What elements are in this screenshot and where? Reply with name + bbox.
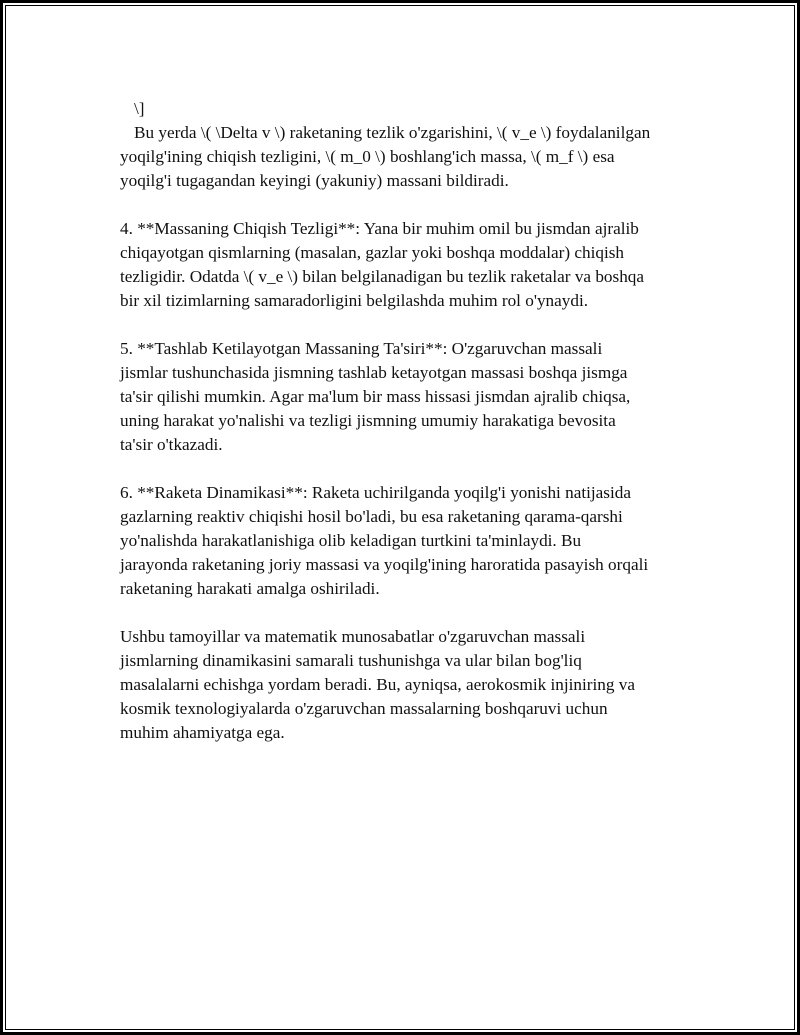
paragraph-item-4 <box>120 217 700 313</box>
text-line: uning harakat yo'nalishi va tezligi jismning umumiy harakatiga bevosita <box>120 411 616 430</box>
text-line: jismlar tushunchasida jismning tashlab ketayotgan massasi boshqa jismga <box>120 363 628 382</box>
text-line: yo'nalishda harakatlanishiga olib keladigan turtkini ta'minlaydi. Bu <box>120 531 582 550</box>
text-line: jarayonda raketaning joriy massasi va yoqilg'ining haroratida pasayish orqali <box>120 555 649 574</box>
paragraph-conclusion <box>120 625 700 745</box>
paragraph-item-5 <box>120 337 700 457</box>
text-line: masalalarni echishga yordam beradi. Bu, ayniqsa, aerokosmik injiniring va <box>120 675 636 694</box>
text-line: yoqilg'i tugagandan keyingi (yakuniy) massani bildiradi. <box>120 171 509 190</box>
text-line: gazlarning reaktiv chiqishi hosil bo'ladi, bu esa raketaning qarama-qarshi <box>120 507 623 526</box>
paragraph-formula-explanation <box>120 121 700 193</box>
text-line: tezligidir. Odatda \( v_e \) bilan belgilanadigan bu tezlik raketalar va boshqa <box>120 267 645 286</box>
document-body <box>120 97 700 745</box>
text-line: raketaning harakati amalga oshiriladi. <box>120 579 380 598</box>
paragraph-item-6 <box>120 481 700 601</box>
text-line: Ushbu tamoyillar va matematik munosabatlar o'zgaruvchan massali <box>120 627 586 646</box>
text-line: 6. **Raketa Dinamikasi**: Raketa uchirilganda yoqilg'i yonishi natijasida <box>120 483 631 502</box>
text-line: 5. **Tashlab Ketilayotgan Massaning Ta'siri**: O'zgaruvchan massali <box>120 339 603 358</box>
text-line: ta'sir o'tkazadi. <box>120 435 223 454</box>
paragraph-spacer <box>120 313 700 337</box>
text-line: Bu yerda \( \Delta v \) raketaning tezlik o'zgarishini, \( v_e \) foydalanilgan <box>134 123 651 142</box>
text-line: muhim ahamiyatga ega. <box>120 723 285 742</box>
equation-closing-bracket: \] <box>134 99 145 118</box>
text-line: 4. **Massaning Chiqish Tezligi**: Yana bir muhim omil bu jismdan ajralib <box>120 219 639 238</box>
paragraph-spacer <box>120 193 700 217</box>
text-line: yoqilg'ining chiqish tezligini, \( m_0 \) boshlang'ich massa, \( m_f \) esa <box>120 147 615 166</box>
paragraph-spacer <box>120 601 700 625</box>
text-line: ta'sir qilishi mumkin. Agar ma'lum bir mass hissasi jismdan ajralib chiqsa, <box>120 387 631 406</box>
text-line: jismlarning dinamikasini samarali tushunishga va ular bilan bog'liq <box>120 651 582 670</box>
text-line: kosmik texnologiyalarda o'zgaruvchan massalarning boshqaruvi uchun <box>120 699 608 718</box>
text-line: bir xil tizimlarning samaradorligini belgilashda muhim rol o'ynaydi. <box>120 291 589 310</box>
paragraph-spacer <box>120 457 700 481</box>
text-line: chiqayotgan qismlarning (masalan, gazlar yoki boshqa moddalar) chiqish <box>120 243 625 262</box>
